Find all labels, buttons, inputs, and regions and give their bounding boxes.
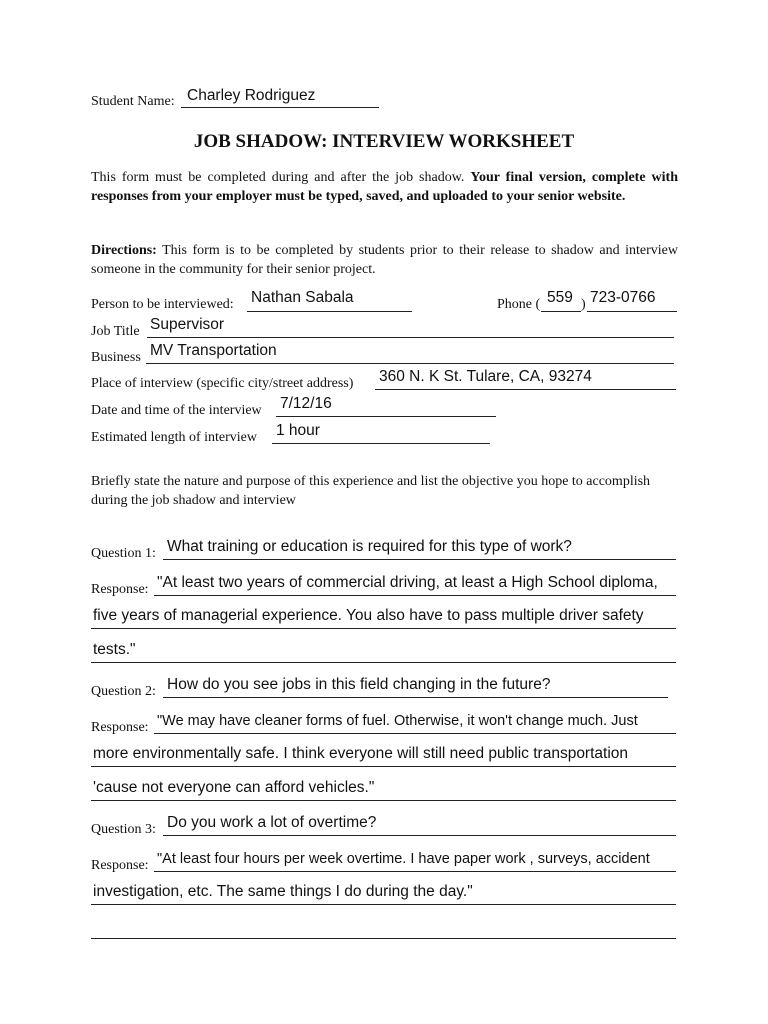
- response-3-line-2[interactable]: investigation, etc. The same things I do during the day.": [93, 883, 473, 900]
- job-title-field[interactable]: Supervisor: [150, 316, 225, 333]
- response-3-underline-2: [91, 904, 676, 905]
- question-2-label: Question 2:: [91, 684, 156, 699]
- response-1-line-3[interactable]: tests.": [93, 641, 136, 658]
- response-3-label: Response:: [91, 858, 149, 873]
- student-name-underline: [181, 107, 379, 108]
- response-2-underline-1: [154, 733, 676, 734]
- business-underline: [146, 363, 674, 364]
- response-2-line-2[interactable]: more environmentally safe. I think everyone will still need public transportation: [93, 745, 629, 762]
- business-label: Business: [91, 350, 141, 365]
- response-1-label: Response:: [91, 582, 149, 597]
- question-3-underline: [163, 835, 676, 836]
- date-underline: [276, 416, 496, 417]
- date-field[interactable]: 7/12/16: [280, 395, 332, 412]
- place-label: Place of interview (specific city/street address): [91, 376, 354, 391]
- response-3-underline-3: [91, 938, 676, 939]
- question-2-field[interactable]: How do you see jobs in this field changing in the future?: [167, 676, 551, 693]
- length-label: Estimated length of interview: [91, 430, 258, 445]
- response-2-underline-2: [91, 766, 676, 767]
- directions-paragraph: [91, 242, 678, 279]
- response-1-line-1[interactable]: "At least two years of commercial driving, at least a High School diploma,: [157, 574, 658, 591]
- question-1-label: Question 1:: [91, 546, 156, 561]
- response-2-line-3[interactable]: 'cause not everyone can afford vehicles.": [93, 779, 375, 796]
- student-name-label: Student Name:: [91, 94, 175, 109]
- person-underline: [247, 311, 412, 312]
- intro-text: This form must be completed during and after the job shadow.: [91, 170, 471, 185]
- response-1-underline-1: [154, 595, 676, 596]
- phone-label: Phone (: [497, 297, 541, 312]
- directions-label: Directions:: [91, 243, 157, 258]
- response-3-underline-1: [154, 871, 676, 872]
- response-1-underline-3: [91, 662, 676, 663]
- question-3-label: Question 3:: [91, 822, 156, 837]
- person-label: Person to be interviewed:: [91, 297, 234, 312]
- response-2-label: Response:: [91, 720, 149, 735]
- phone-close-paren: ): [581, 297, 586, 312]
- phone-number-field[interactable]: 723-0766: [590, 289, 656, 306]
- page-title: JOB SHADOW: INTERVIEW WORKSHEET: [193, 131, 575, 152]
- response-3-line-1[interactable]: "At least four hours per week overtime. I have paper work , surveys, accident: [157, 851, 650, 867]
- person-field[interactable]: Nathan Sabala: [251, 289, 354, 306]
- job-title-underline: [147, 337, 674, 338]
- response-2-underline-3: [91, 800, 676, 801]
- response-1-underline-2: [91, 628, 676, 629]
- phone-area-underline: [541, 311, 581, 312]
- nature-prompt: Briefly state the nature and purpose of this experience and list the objective you hope to accomplish during the job shadow and interview: [91, 474, 651, 508]
- date-label: Date and time of the interview: [91, 403, 262, 418]
- student-name-field[interactable]: Charley Rodriguez: [187, 87, 316, 104]
- response-2-line-1[interactable]: "We may have cleaner forms of fuel. Otherwise, it won't change much. Just: [157, 713, 638, 729]
- directions-text: This form is to be completed by students prior to their release to shadow and interview someone in the community for their senior project.: [91, 243, 678, 277]
- question-1-underline: [163, 559, 676, 560]
- phone-area-field[interactable]: 559: [547, 289, 573, 306]
- place-underline: [375, 389, 676, 390]
- question-3-field[interactable]: Do you work a lot of overtime?: [167, 814, 377, 831]
- job-title-label: Job Title: [91, 324, 140, 339]
- response-1-line-2[interactable]: five years of managerial experience. You also have to pass multiple driver safety: [93, 607, 644, 624]
- place-field[interactable]: 360 N. K St. Tulare, CA, 93274: [379, 368, 592, 385]
- length-field[interactable]: 1 hour: [276, 422, 320, 439]
- intro-paragraph: [91, 169, 678, 206]
- question-2-underline: [163, 697, 668, 698]
- intro-bold-text: Your final version, complete with responses from your employer must be typed, saved, and uploaded to your senior website.: [91, 170, 678, 204]
- business-field[interactable]: MV Transportation: [150, 342, 277, 359]
- question-1-field[interactable]: What training or education is required for this type of work?: [167, 538, 572, 555]
- length-underline: [272, 443, 490, 444]
- phone-number-underline: [587, 311, 677, 312]
